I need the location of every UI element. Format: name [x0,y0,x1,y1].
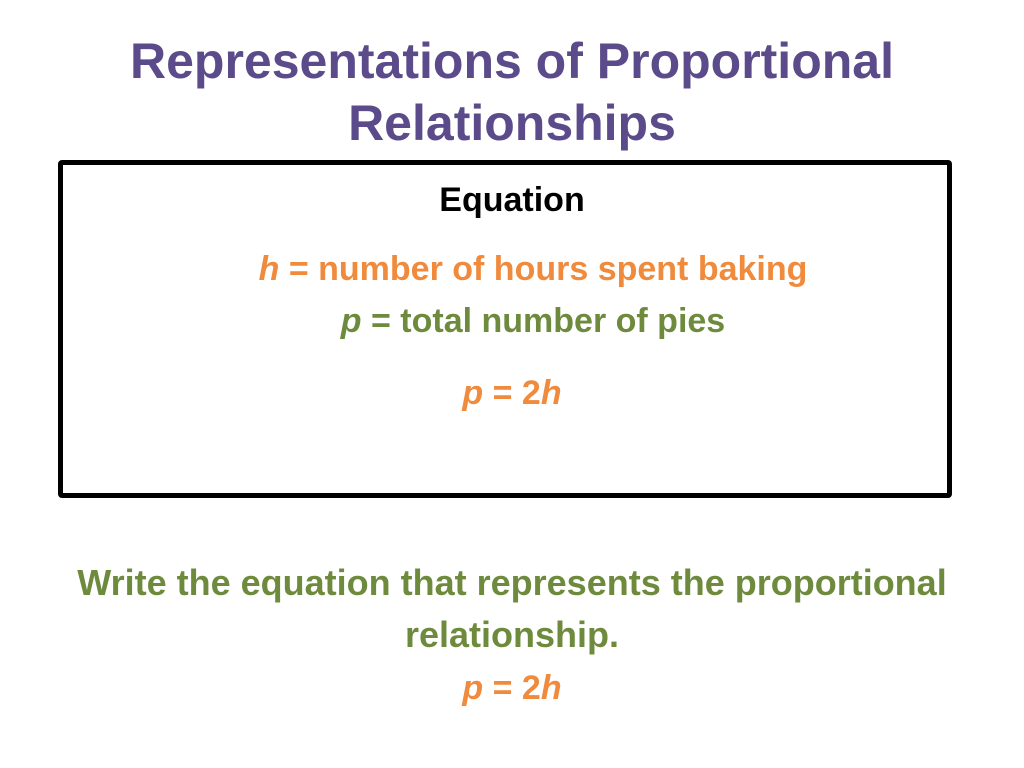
definition-p-variable: p [340,302,362,340]
definition-h-text: = number of hours spent baking [279,250,808,288]
definition-p [0,301,1024,341]
slide-title [0,30,1024,154]
title-line-1: Representations of Proportional [130,33,894,89]
box-equation-mid: = 2 [483,374,541,412]
answer-var1: p [462,669,484,707]
box-heading: Equation [439,181,585,219]
answer-mid: = 2 [483,669,541,707]
question-text [0,557,1024,661]
question-line-1: Write the equation that represents the proportional [77,562,947,603]
box-equation-var1: p [462,374,484,412]
title-line-2: Relationships [348,95,676,151]
definition-h-variable: h [258,250,280,288]
definition-p-text: = total number of pies [361,302,726,340]
question-line-2: relationship. [404,614,620,655]
box-equation [0,373,1024,413]
answer-var2: h [540,669,562,707]
box-equation-var2: h [540,374,562,412]
answer-equation [0,668,1024,708]
definition-h [0,249,1024,289]
